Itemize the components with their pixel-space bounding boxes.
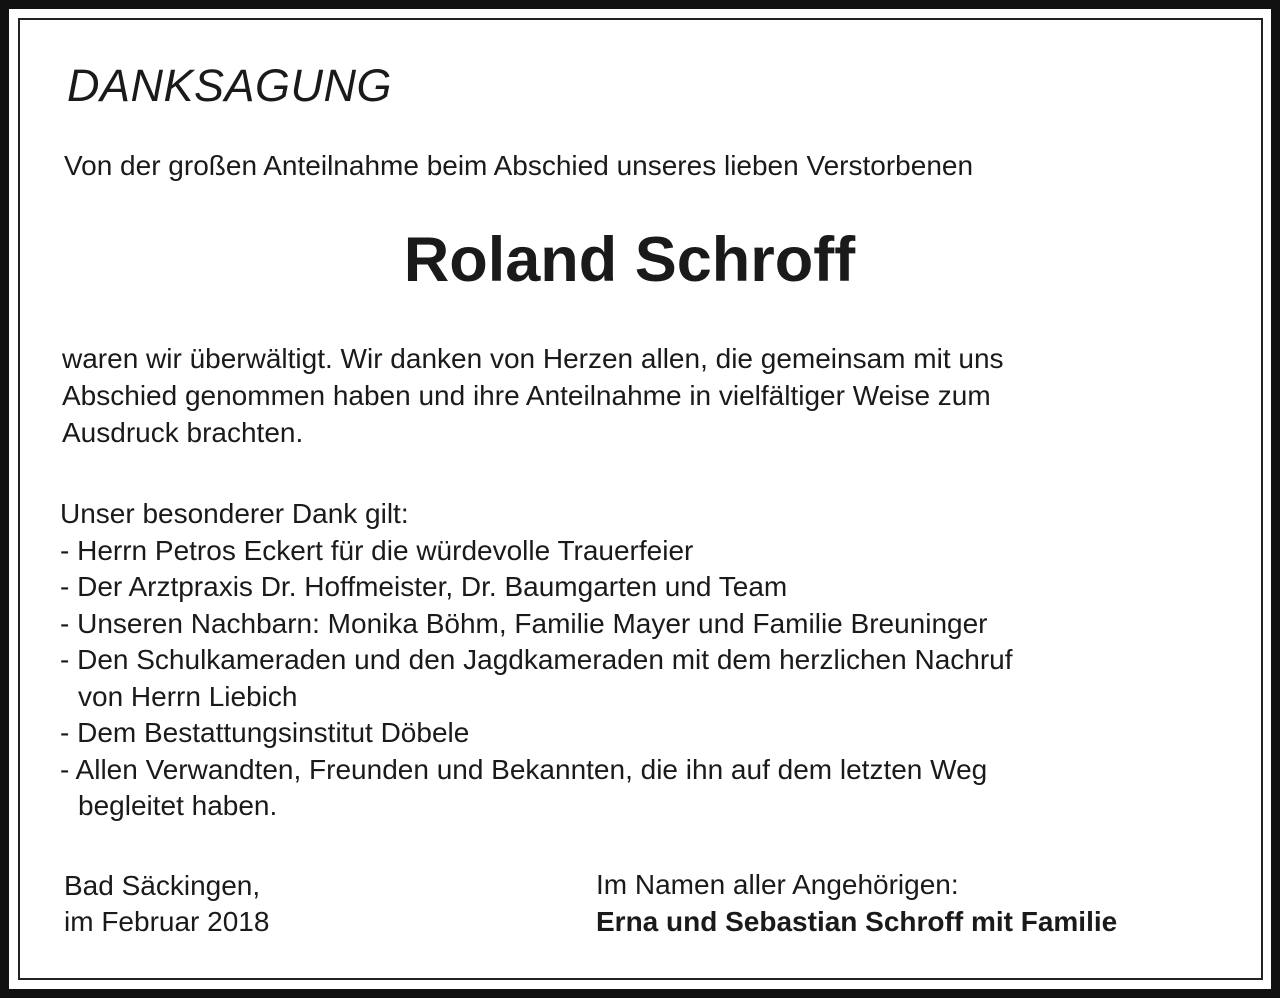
thanks-paragraph xyxy=(62,340,1004,451)
signature-block xyxy=(596,866,1117,940)
intro-text: Von der großen Anteilnahme beim Abschied unseres lieben Verstorbenen xyxy=(64,150,974,181)
place-text: Bad Säckingen, xyxy=(64,870,261,901)
notice-heading: DANKSAGUNG xyxy=(67,60,393,111)
place-and-date xyxy=(64,868,269,940)
paragraph-line: waren wir überwältigt. Wir danken von Herzen allen, die gemeinsam mit uns xyxy=(62,343,1004,374)
thanks-item: - Unseren Nachbarn: Monika Böhm, Familie Mayer und Familie Breuninger xyxy=(60,607,988,639)
thanks-item-continuation: von Herrn Liebich xyxy=(78,680,298,712)
signature-names: Erna und Sebastian Schroff mit Familie xyxy=(596,906,1118,937)
thanks-item: - Allen Verwandten, Freunden und Bekannten, die ihn auf dem letzten Weg xyxy=(60,753,988,785)
paragraph-line: Ausdruck brachten. xyxy=(62,417,304,448)
thanks-item: - Den Schulkameraden und den Jagdkameraden mit dem herzlichen Nachruf xyxy=(60,644,1013,675)
thanks-item: - Dem Bestattungsinstitut Döbele xyxy=(60,717,470,748)
thanks-intro: Unser besonderer Dank gilt: xyxy=(60,498,409,529)
date-text: im Februar 2018 xyxy=(64,906,270,937)
deceased-name: Roland Schroff xyxy=(403,225,856,295)
paragraph-line: Abschied genommen haben und ihre Anteilnahme in vielfältiger Weise zum xyxy=(62,380,991,411)
signature-intro: Im Namen aller Angehörigen: xyxy=(596,869,959,900)
thanks-item-continuation: begleitet haben. xyxy=(78,790,278,821)
special-thanks-list xyxy=(60,496,1013,825)
thanks-item: - Herrn Petros Eckert für die würdevolle Trauerfeier xyxy=(60,534,694,566)
thanks-item: - Der Arztpraxis Dr. Hoffmeister, Dr. Baumgarten und Team xyxy=(60,571,788,602)
